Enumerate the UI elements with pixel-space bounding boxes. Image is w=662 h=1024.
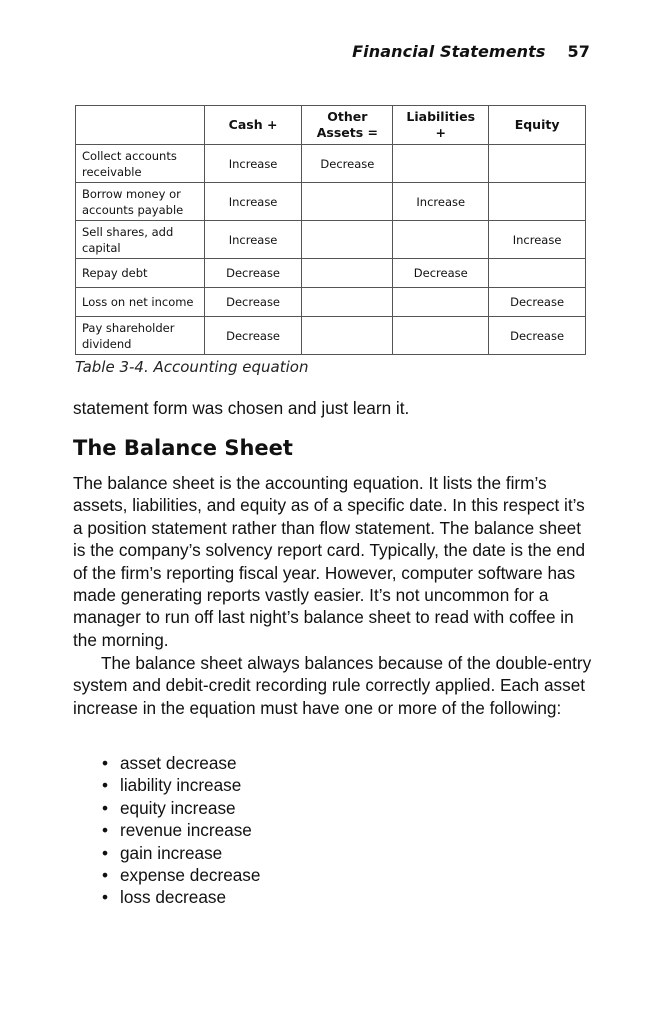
- bullet-icon: •: [102, 753, 109, 773]
- table-row: [76, 317, 586, 355]
- row-label: Loss on net income: [76, 288, 205, 317]
- equity-cell: Increase: [489, 221, 586, 259]
- liabilities-cell: [393, 145, 489, 183]
- header-cell-empty: [76, 106, 205, 145]
- list-item: [100, 864, 260, 886]
- list-item-text: revenue increase: [120, 820, 252, 841]
- other-assets-cell: [302, 288, 393, 317]
- page-number: 57: [567, 42, 590, 61]
- list-item-text: asset decrease: [120, 753, 237, 773]
- cash-cell: Increase: [204, 221, 302, 259]
- table-row: [76, 259, 586, 288]
- paragraph-balance-sheet: The balance sheet is the accounting equation. It lists the firm’s assets, liabilities, and equity as of a specific date. In this respect it’s a position statement rather than flow statement. The balance sheet is the company’s solvency report card. Typically, the date is the end of the firm’s reporting fiscal year. However, computer software has made generating reports vastly easier. It’s not uncommon for a manager to run off last night’s balance sheet to read with coffee in the morning.: [73, 473, 586, 650]
- cash-cell: Decrease: [204, 259, 302, 288]
- list-item: [100, 774, 260, 796]
- list-item-text: gain increase: [120, 842, 223, 863]
- bullet-list: [100, 752, 260, 909]
- equity-cell: [489, 183, 586, 221]
- header-cell-liabilities: Liabilities +: [393, 106, 489, 145]
- paragraph-balances: The balance sheet always balances because of the double-entry system and debit-credit recording rule correctly applied. Each asset increase in the equation must have one or more of the following:: [73, 653, 592, 718]
- header-cell-equity: Equity: [489, 106, 586, 145]
- other-assets-cell: [302, 259, 393, 288]
- paragraph-continued: statement form was chosen and just learn it.: [73, 398, 410, 418]
- list-item: [100, 752, 260, 774]
- table-caption: Table 3-4. Accounting equation: [75, 358, 309, 376]
- bullet-icon: •: [102, 887, 109, 908]
- table-row: [76, 221, 586, 259]
- cash-cell: Increase: [204, 145, 302, 183]
- table-row: [76, 145, 586, 183]
- list-item: [100, 797, 260, 819]
- cash-cell: Decrease: [204, 288, 302, 317]
- liabilities-cell: Increase: [393, 183, 489, 221]
- list-item-text: loss decrease: [120, 887, 227, 908]
- bullet-icon: •: [102, 775, 109, 796]
- list-item-text: liability increase: [120, 775, 242, 796]
- equity-cell: [489, 145, 586, 183]
- running-head: [352, 42, 590, 61]
- list-item: [100, 842, 260, 864]
- row-label: Collect accounts receivable: [76, 145, 205, 183]
- bullet-icon: •: [102, 842, 109, 863]
- equity-cell: [489, 259, 586, 288]
- liabilities-cell: [393, 317, 489, 355]
- bullet-icon: •: [102, 820, 109, 841]
- list-item-text: equity increase: [120, 797, 236, 818]
- table-header-row: [76, 106, 586, 145]
- liabilities-cell: [393, 288, 489, 317]
- row-label: Borrow money or accounts payable: [76, 183, 205, 221]
- row-label: Pay shareholder dividend: [76, 317, 205, 355]
- header-cell-other-assets: Other Assets =: [302, 106, 393, 145]
- header-cell-cash: Cash +: [204, 106, 302, 145]
- section-title: The Balance Sheet: [73, 436, 293, 460]
- other-assets-cell: [302, 317, 393, 355]
- list-item-text: expense decrease: [120, 865, 261, 886]
- cash-cell: Decrease: [204, 317, 302, 355]
- bullet-icon: •: [102, 797, 109, 818]
- liabilities-cell: Decrease: [393, 259, 489, 288]
- table-row: [76, 183, 586, 221]
- table-row: [76, 288, 586, 317]
- equity-cell: Decrease: [489, 288, 586, 317]
- other-assets-cell: [302, 183, 393, 221]
- bullet-icon: •: [102, 865, 109, 886]
- liabilities-cell: [393, 221, 489, 259]
- accounting-equation-table: [75, 105, 586, 355]
- running-head-title: Financial Statements: [352, 42, 546, 61]
- list-item: [100, 886, 260, 908]
- row-label: Sell shares, add capital: [76, 221, 205, 259]
- other-assets-cell: Decrease: [302, 145, 393, 183]
- list-item: [100, 819, 260, 841]
- other-assets-cell: [302, 221, 393, 259]
- equity-cell: Decrease: [489, 317, 586, 355]
- cash-cell: Increase: [204, 183, 302, 221]
- row-label: Repay debt: [76, 259, 205, 288]
